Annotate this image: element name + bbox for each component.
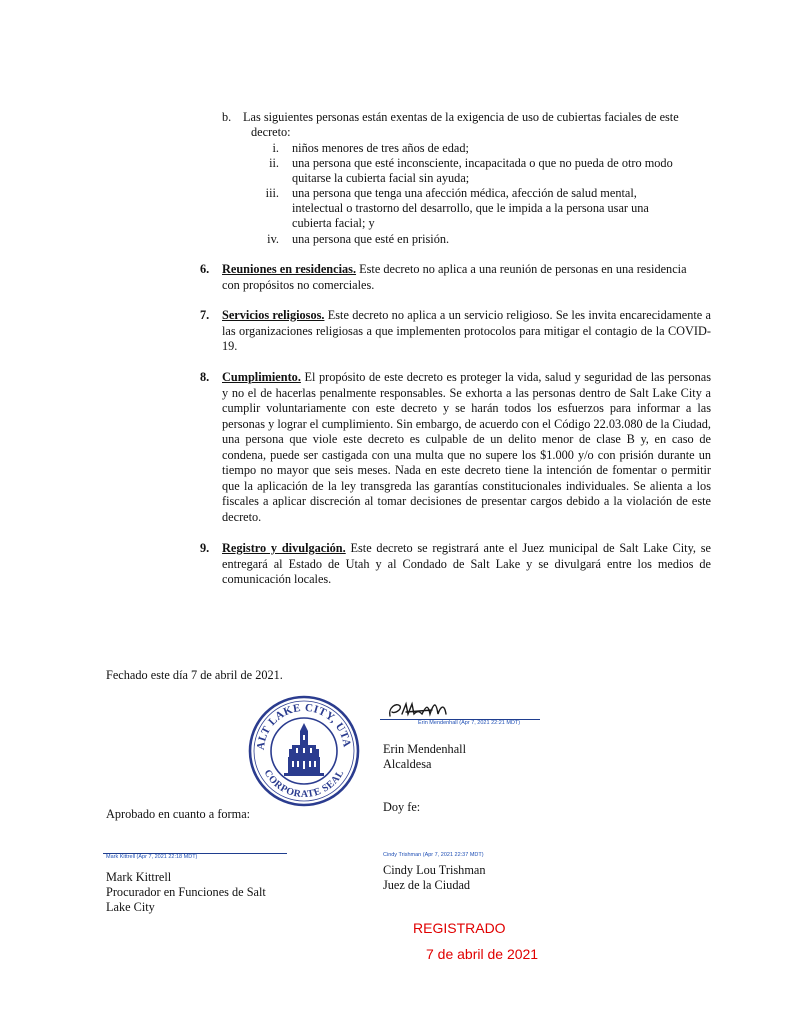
section-text: El propósito de este decreto es proteger la vida, salud y seguridad de las personas y no el de hacerlas penalmente responsables. Se exhorta a las personas dentro de Salt Lake City a cumplir voluntariamente con este decreto y se harán todos los esfuerzos para informar a las personas y lograr el cumplimiento. Sin embargo, de acuerdo con el Código 22.03.080 de la Ciudad, una persona que viole este decreto es culpable de un delito menor de clase B y, en caso de condena, puede ser castigada con una multa que no supere los $1.000 y/o con prisión durante un tiempo no mayor que seis meses. Nada en este decreto tiene la intención de fomentar o permitir que la aplicación de la ley transgreda las garantías constitucionales individuales. Se alienta a los fiscales a aplicar discreción al tomar decisiones de presentar cargos debido a la violación de este decreto.	[222, 370, 711, 524]
section-8-body	[222, 370, 711, 525]
registered-stamp-date: 7 de abril de 2021	[426, 946, 539, 962]
dated-line: Fechado este día 7 de abril de 2021.	[106, 668, 283, 682]
registered-stamp-label: REGISTRADO	[413, 920, 506, 936]
section-7-body	[222, 308, 711, 355]
attorney-title-line2: Lake City	[106, 900, 155, 914]
recorder-signature-stamp: Cindy Trishman (Apr 7, 2021 22:37 MDT)	[383, 852, 484, 858]
subitem-number: iii.	[265, 186, 279, 200]
section-heading: Reuniones en residencias.	[222, 262, 357, 276]
section-number: 8.	[200, 370, 210, 384]
seal-graphic	[248, 695, 360, 807]
subitem-line: quitarse la cubierta facial sin ayuda;	[292, 171, 470, 185]
seal-top-text: ALT LAKE CITY, UTA	[254, 701, 353, 751]
section-text: Este decreto no aplica a una reunión de personas en una residencia	[356, 262, 687, 276]
section-heading: Cumplimiento.	[222, 370, 301, 384]
mayor-title: Alcaldesa	[383, 757, 432, 771]
section-number: 7.	[200, 308, 210, 322]
attorney-name: Mark Kittrell	[106, 870, 172, 884]
seal-bottom-text: CORPORATE SEAL	[261, 767, 347, 801]
subitem-line: una persona que esté inconsciente, incapacitada o que no pueda de otro modo	[292, 156, 673, 170]
section-9-body	[222, 541, 711, 588]
approved-label: Aprobado en cuanto a forma:	[106, 807, 251, 821]
section-text: Este decreto no aplica a un servicio religioso. Se les invita encarecidamente a las organizaciones religiosas a que implementen protocolos para mitigar el contagio de la COVID-19.	[222, 308, 711, 353]
corporate-seal	[248, 695, 360, 807]
item-b-line1: Las siguientes personas están exentas de la exigencia de uso de cubiertas faciales de este	[243, 110, 679, 124]
section-number: 6.	[200, 262, 210, 276]
subitem-line: una persona que tenga una afección médica, afección de salud mental,	[292, 186, 637, 200]
item-b-letter: b.	[222, 110, 232, 124]
section-heading: Servicios religiosos.	[222, 308, 325, 322]
section-heading: Registro y divulgación.	[222, 541, 346, 555]
subitem-line: niños menores de tres años de edad;	[292, 141, 469, 155]
subitem-line: una persona que esté en prisión.	[292, 232, 450, 246]
subitem-number: ii.	[269, 156, 279, 170]
recorder-title: Juez de la Ciudad	[383, 878, 471, 892]
mayor-name: Erin Mendenhall	[383, 742, 466, 756]
section-6-body	[222, 262, 710, 293]
subitem-number: i.	[272, 141, 279, 155]
recorder-name: Cindy Lou Trishman	[383, 863, 486, 877]
attorney-signature-stamp: Mark Kittrell (Apr 7, 2021 22:18 MDT)	[106, 854, 198, 860]
section-text: Este decreto se registrará ante el Juez municipal de Salt Lake City, se entregará al Estado de Utah y al Condado de Salt Lake y se divulgará entre los medios de comunicación locales.	[222, 541, 711, 586]
subitem-line: cubierta facial; y	[292, 216, 375, 230]
attorney-title-line1: Procurador en Funciones de Salt	[106, 885, 266, 899]
item-b-line2: decreto:	[251, 125, 291, 139]
attest-label: Doy fe:	[383, 800, 421, 814]
section-text: con propósitos no comerciales.	[222, 277, 375, 292]
subitem-line: intelectual o trastorno del desarrollo, que le impida a la persona usar una	[292, 201, 649, 215]
mayor-signature-stamp: Erin Mendenhall (Apr 7, 2021 22:21 MDT)	[418, 720, 521, 726]
section-number: 9.	[200, 541, 210, 555]
subitem-number: iv.	[267, 232, 279, 246]
